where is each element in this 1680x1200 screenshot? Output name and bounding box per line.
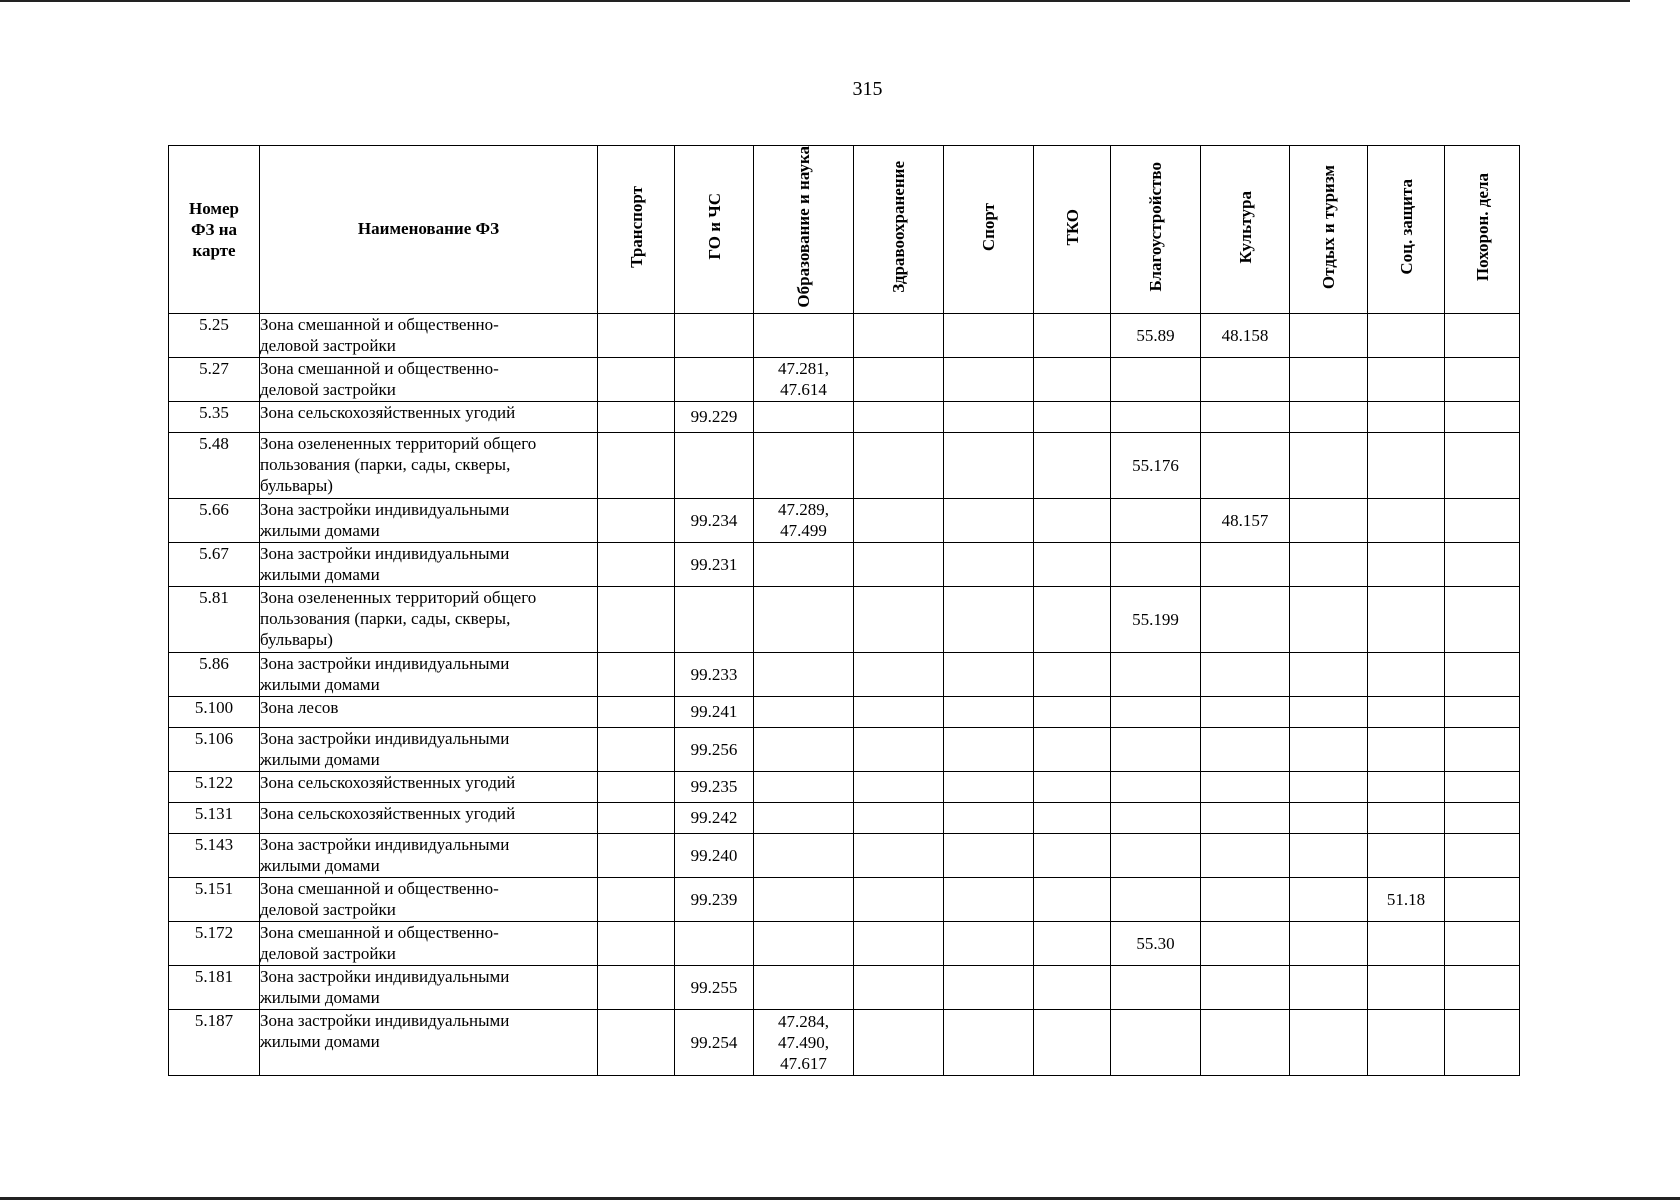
cell-culture: [1201, 542, 1290, 586]
cell-culture: [1201, 586, 1290, 652]
cell-transport: [598, 727, 675, 771]
cell-improvement: 55.89: [1111, 313, 1201, 357]
cell-social: [1368, 586, 1445, 652]
cell-funeral: [1445, 771, 1520, 802]
table-row: [169, 727, 1520, 771]
cell-social: [1368, 542, 1445, 586]
table-row: [169, 833, 1520, 877]
cell-name: Зона застройки индивидуальными жилыми домами: [260, 652, 598, 696]
cell-culture: [1201, 833, 1290, 877]
cell-education: [754, 542, 854, 586]
cell-go-chs: 99.241: [675, 696, 754, 727]
cell-education: [754, 771, 854, 802]
cell-improvement: [1111, 965, 1201, 1009]
cell-go-chs: 99.242: [675, 802, 754, 833]
cell-num: 5.67: [169, 542, 260, 586]
cell-name: Зона застройки индивидуальными жилыми домами: [260, 542, 598, 586]
cell-leisure: [1290, 401, 1368, 432]
cell-num: 5.131: [169, 802, 260, 833]
cell-leisure: [1290, 802, 1368, 833]
cell-go-chs: 99.235: [675, 771, 754, 802]
cell-funeral: [1445, 432, 1520, 498]
cell-sport: [944, 432, 1034, 498]
cell-tko: [1034, 771, 1111, 802]
cell-social: [1368, 921, 1445, 965]
table-row: [169, 965, 1520, 1009]
cell-tko: [1034, 921, 1111, 965]
cell-improvement: [1111, 696, 1201, 727]
cell-culture: [1201, 965, 1290, 1009]
cell-improvement: [1111, 401, 1201, 432]
cell-sport: [944, 771, 1034, 802]
cell-education: [754, 401, 854, 432]
cell-sport: [944, 727, 1034, 771]
cell-culture: [1201, 652, 1290, 696]
table-row: [169, 313, 1520, 357]
cell-transport: [598, 696, 675, 727]
cell-leisure: [1290, 652, 1368, 696]
cell-education: 47.281, 47.614: [754, 357, 854, 401]
cell-culture: [1201, 771, 1290, 802]
cell-health: [854, 652, 944, 696]
cell-social: [1368, 313, 1445, 357]
cell-leisure: [1290, 965, 1368, 1009]
cell-transport: [598, 498, 675, 542]
cell-health: [854, 921, 944, 965]
cell-transport: [598, 542, 675, 586]
cell-sport: [944, 313, 1034, 357]
cell-name: Зона застройки индивидуальными жилыми домами: [260, 498, 598, 542]
header-social: Соц. защита: [1368, 146, 1445, 314]
cell-health: [854, 432, 944, 498]
cell-name: Зона застройки индивидуальными жилыми домами: [260, 1009, 598, 1075]
cell-health: [854, 877, 944, 921]
cell-tko: [1034, 542, 1111, 586]
cell-funeral: [1445, 586, 1520, 652]
cell-funeral: [1445, 401, 1520, 432]
cell-go-chs: 99.254: [675, 1009, 754, 1075]
cell-tko: [1034, 357, 1111, 401]
cell-health: [854, 357, 944, 401]
cell-funeral: [1445, 498, 1520, 542]
cell-num: 5.187: [169, 1009, 260, 1075]
cell-transport: [598, 833, 675, 877]
cell-go-chs: [675, 357, 754, 401]
cell-improvement: [1111, 802, 1201, 833]
cell-sport: [944, 401, 1034, 432]
header-education: Образование и наука: [754, 146, 854, 314]
cell-num: 5.66: [169, 498, 260, 542]
cell-funeral: [1445, 696, 1520, 727]
cell-education: [754, 652, 854, 696]
header-leisure: Отдых и туризм: [1290, 146, 1368, 314]
cell-name: Зона озелененных территорий общего пользования (парки, сады, скверы, бульвары): [260, 586, 598, 652]
cell-culture: [1201, 1009, 1290, 1075]
table-row: [169, 542, 1520, 586]
cell-name: Зона смешанной и общественно- деловой застройки: [260, 357, 598, 401]
cell-num: 5.48: [169, 432, 260, 498]
cell-sport: [944, 542, 1034, 586]
header-health: Здравоохранение: [854, 146, 944, 314]
cell-leisure: [1290, 727, 1368, 771]
header-go-chs: ГО и ЧС: [675, 146, 754, 314]
cell-name: Зона застройки индивидуальными жилыми домами: [260, 965, 598, 1009]
table-row: [169, 432, 1520, 498]
cell-sport: [944, 357, 1034, 401]
cell-sport: [944, 802, 1034, 833]
cell-name: Зона сельскохозяйственных угодий: [260, 401, 598, 432]
cell-leisure: [1290, 921, 1368, 965]
cell-tko: [1034, 965, 1111, 1009]
cell-funeral: [1445, 965, 1520, 1009]
table-row: [169, 652, 1520, 696]
cell-improvement: 55.176: [1111, 432, 1201, 498]
cell-health: [854, 965, 944, 1009]
cell-improvement: [1111, 877, 1201, 921]
cell-go-chs: [675, 313, 754, 357]
cell-transport: [598, 357, 675, 401]
scan-border-top: [0, 0, 1630, 2]
cell-social: [1368, 432, 1445, 498]
cell-social: [1368, 771, 1445, 802]
cell-num: 5.86: [169, 652, 260, 696]
cell-improvement: [1111, 833, 1201, 877]
header-name: Наименование ФЗ: [260, 146, 598, 314]
cell-leisure: [1290, 498, 1368, 542]
cell-funeral: [1445, 542, 1520, 586]
table-row: [169, 498, 1520, 542]
cell-funeral: [1445, 802, 1520, 833]
cell-tko: [1034, 802, 1111, 833]
cell-improvement: [1111, 357, 1201, 401]
cell-social: [1368, 727, 1445, 771]
cell-transport: [598, 313, 675, 357]
header-improvement: Благоустройство: [1111, 146, 1201, 314]
header-culture: Культура: [1201, 146, 1290, 314]
table-row: [169, 696, 1520, 727]
cell-social: 51.18: [1368, 877, 1445, 921]
cell-name: Зона лесов: [260, 696, 598, 727]
cell-sport: [944, 1009, 1034, 1075]
cell-tko: [1034, 833, 1111, 877]
header-row: [169, 146, 1520, 314]
cell-name: Зона смешанной и общественно- деловой застройки: [260, 921, 598, 965]
cell-culture: [1201, 802, 1290, 833]
cell-education: [754, 727, 854, 771]
cell-leisure: [1290, 1009, 1368, 1075]
cell-leisure: [1290, 877, 1368, 921]
cell-culture: [1201, 696, 1290, 727]
cell-tko: [1034, 498, 1111, 542]
cell-social: [1368, 802, 1445, 833]
cell-go-chs: 99.234: [675, 498, 754, 542]
cell-culture: 48.157: [1201, 498, 1290, 542]
cell-num: 5.25: [169, 313, 260, 357]
cell-transport: [598, 1009, 675, 1075]
cell-funeral: [1445, 652, 1520, 696]
cell-culture: [1201, 877, 1290, 921]
cell-num: 5.172: [169, 921, 260, 965]
cell-name: Зона сельскохозяйственных угодий: [260, 771, 598, 802]
cell-go-chs: [675, 921, 754, 965]
cell-name: Зона застройки индивидуальными жилыми домами: [260, 833, 598, 877]
cell-name: Зона смешанной и общественно- деловой застройки: [260, 313, 598, 357]
cell-transport: [598, 877, 675, 921]
cell-name: Зона смешанной и общественно- деловой застройки: [260, 877, 598, 921]
cell-tko: [1034, 1009, 1111, 1075]
cell-num: 5.100: [169, 696, 260, 727]
cell-health: [854, 771, 944, 802]
table-row: [169, 877, 1520, 921]
cell-num: 5.106: [169, 727, 260, 771]
cell-go-chs: 99.229: [675, 401, 754, 432]
cell-leisure: [1290, 833, 1368, 877]
cell-education: [754, 313, 854, 357]
table-row: [169, 586, 1520, 652]
cell-social: [1368, 965, 1445, 1009]
cell-culture: [1201, 921, 1290, 965]
cell-health: [854, 401, 944, 432]
cell-education: [754, 586, 854, 652]
cell-culture: 48.158: [1201, 313, 1290, 357]
cell-sport: [944, 921, 1034, 965]
cell-leisure: [1290, 586, 1368, 652]
cell-sport: [944, 652, 1034, 696]
cell-num: 5.143: [169, 833, 260, 877]
cell-go-chs: [675, 432, 754, 498]
cell-leisure: [1290, 313, 1368, 357]
cell-improvement: [1111, 1009, 1201, 1075]
cell-go-chs: 99.231: [675, 542, 754, 586]
header-sport: Спорт: [944, 146, 1034, 314]
cell-funeral: [1445, 921, 1520, 965]
cell-tko: [1034, 313, 1111, 357]
cell-name: Зона озелененных территорий общего пользования (парки, сады, скверы, бульвары): [260, 432, 598, 498]
cell-social: [1368, 833, 1445, 877]
cell-education: [754, 696, 854, 727]
table-row: [169, 921, 1520, 965]
cell-education: [754, 965, 854, 1009]
cell-funeral: [1445, 1009, 1520, 1075]
cell-improvement: [1111, 542, 1201, 586]
cell-sport: [944, 877, 1034, 921]
cell-education: [754, 877, 854, 921]
cell-culture: [1201, 401, 1290, 432]
cell-improvement: 55.199: [1111, 586, 1201, 652]
cell-leisure: [1290, 696, 1368, 727]
cell-education: [754, 802, 854, 833]
table-body: [169, 313, 1520, 1075]
cell-education: [754, 921, 854, 965]
cell-leisure: [1290, 432, 1368, 498]
cell-sport: [944, 965, 1034, 1009]
cell-go-chs: [675, 586, 754, 652]
cell-funeral: [1445, 877, 1520, 921]
cell-leisure: [1290, 542, 1368, 586]
cell-transport: [598, 652, 675, 696]
cell-health: [854, 542, 944, 586]
cell-transport: [598, 401, 675, 432]
cell-health: [854, 498, 944, 542]
cell-social: [1368, 401, 1445, 432]
cell-improvement: [1111, 652, 1201, 696]
cell-sport: [944, 586, 1034, 652]
cell-transport: [598, 432, 675, 498]
table-row: [169, 357, 1520, 401]
cell-name: Зона сельскохозяйственных угодий: [260, 802, 598, 833]
cell-sport: [944, 498, 1034, 542]
cell-num: 5.181: [169, 965, 260, 1009]
cell-funeral: [1445, 313, 1520, 357]
cell-social: [1368, 1009, 1445, 1075]
header-funeral: Похорон. дела: [1445, 146, 1520, 314]
cell-transport: [598, 965, 675, 1009]
cell-health: [854, 802, 944, 833]
table-row: [169, 1009, 1520, 1075]
cell-leisure: [1290, 357, 1368, 401]
cell-transport: [598, 802, 675, 833]
cell-go-chs: 99.256: [675, 727, 754, 771]
cell-funeral: [1445, 727, 1520, 771]
cell-improvement: [1111, 727, 1201, 771]
table-row: [169, 401, 1520, 432]
cell-num: 5.122: [169, 771, 260, 802]
cell-health: [854, 586, 944, 652]
cell-num: 5.151: [169, 877, 260, 921]
cell-culture: [1201, 727, 1290, 771]
cell-transport: [598, 771, 675, 802]
cell-num: 5.35: [169, 401, 260, 432]
cell-social: [1368, 652, 1445, 696]
cell-health: [854, 1009, 944, 1075]
cell-num: 5.27: [169, 357, 260, 401]
cell-improvement: 55.30: [1111, 921, 1201, 965]
cell-tko: [1034, 432, 1111, 498]
cell-social: [1368, 696, 1445, 727]
table-row: [169, 771, 1520, 802]
cell-go-chs: 99.239: [675, 877, 754, 921]
cell-num: 5.81: [169, 586, 260, 652]
zones-table: [168, 145, 1520, 1076]
header-transport: Транспорт: [598, 146, 675, 314]
cell-tko: [1034, 727, 1111, 771]
header-number: Номер ФЗ на карте: [169, 146, 260, 314]
cell-funeral: [1445, 357, 1520, 401]
table-row: [169, 802, 1520, 833]
cell-health: [854, 313, 944, 357]
cell-health: [854, 696, 944, 727]
cell-name: Зона застройки индивидуальными жилыми домами: [260, 727, 598, 771]
cell-improvement: [1111, 498, 1201, 542]
header-tko: ТКО: [1034, 146, 1111, 314]
cell-social: [1368, 357, 1445, 401]
cell-sport: [944, 696, 1034, 727]
cell-improvement: [1111, 771, 1201, 802]
cell-leisure: [1290, 771, 1368, 802]
cell-education: 47.289, 47.499: [754, 498, 854, 542]
cell-tko: [1034, 877, 1111, 921]
cell-funeral: [1445, 833, 1520, 877]
cell-tko: [1034, 586, 1111, 652]
cell-transport: [598, 921, 675, 965]
cell-go-chs: 99.240: [675, 833, 754, 877]
cell-tko: [1034, 652, 1111, 696]
cell-culture: [1201, 357, 1290, 401]
cell-culture: [1201, 432, 1290, 498]
cell-social: [1368, 498, 1445, 542]
cell-go-chs: 99.255: [675, 965, 754, 1009]
cell-education: [754, 833, 854, 877]
cell-tko: [1034, 696, 1111, 727]
cell-health: [854, 727, 944, 771]
cell-sport: [944, 833, 1034, 877]
cell-go-chs: 99.233: [675, 652, 754, 696]
cell-education: [754, 432, 854, 498]
cell-health: [854, 833, 944, 877]
cell-transport: [598, 586, 675, 652]
cell-tko: [1034, 401, 1111, 432]
page-number: 315: [852, 78, 883, 100]
cell-education: 47.284, 47.490, 47.617: [754, 1009, 854, 1075]
